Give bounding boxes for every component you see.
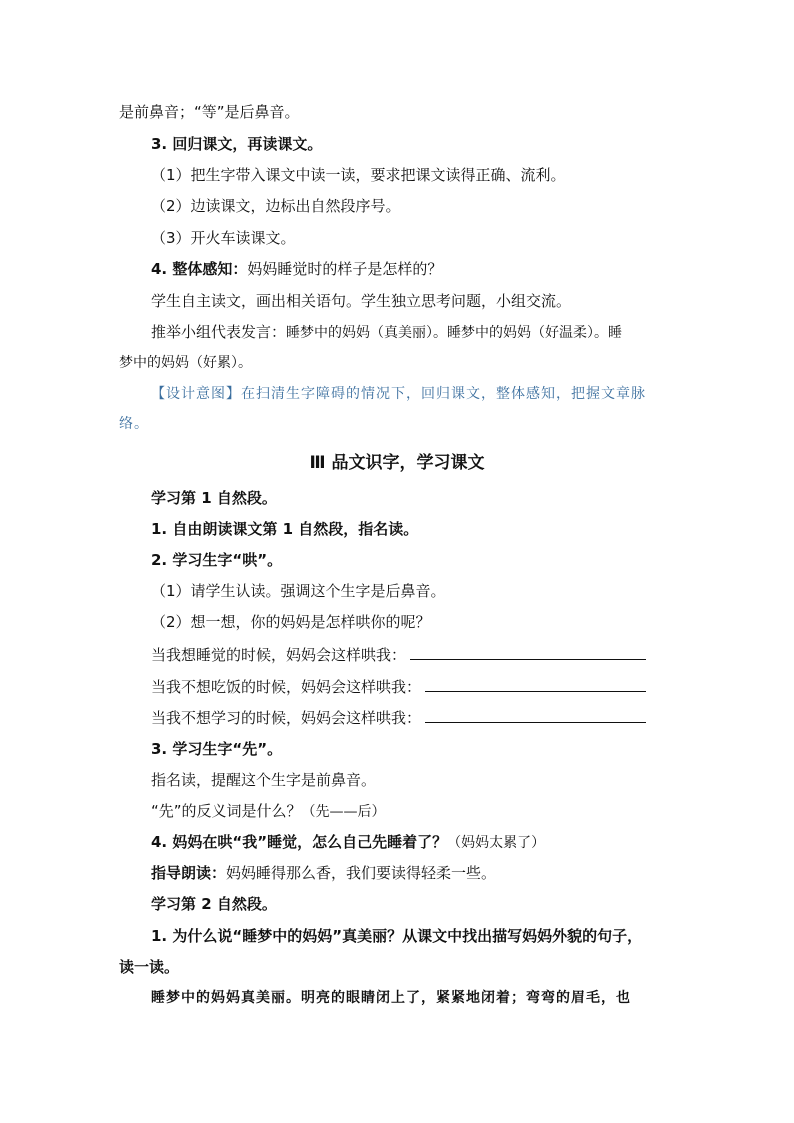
step-3: 3. 学习生字“先”。 bbox=[151, 740, 283, 758]
line-cont: 是前鼻音；“等”是后鼻音。 bbox=[119, 103, 300, 121]
fill-blank-3[interactable] bbox=[425, 707, 646, 723]
fill-blank-1[interactable] bbox=[410, 644, 646, 660]
quote-line: 睡梦中的妈妈真美丽。明亮的眼睛闭上了，紧紧地闭着；弯弯的眉毛，也 bbox=[151, 990, 631, 1006]
step-2-item-2: （2）想一想，你的妈妈是怎样哄你的呢？ bbox=[151, 613, 431, 631]
step3-item-2: （2）边读课文，边标出自然段序号。 bbox=[151, 197, 401, 215]
fill-line-2 bbox=[151, 676, 646, 697]
step3-title: 3. 回归课文，再读课文。 bbox=[151, 135, 323, 153]
fill-prompt-3: 当我不想学习的时候，妈妈会这样哄我： bbox=[151, 709, 422, 727]
fill-prompt-2: 当我不想吃饭的时候，妈妈会这样哄我： bbox=[151, 678, 422, 696]
guide-label: 指导朗读： bbox=[151, 864, 227, 882]
design-intent-line-2: 络。 bbox=[119, 416, 149, 432]
step4-paragraph-2 bbox=[151, 322, 622, 343]
section-heading: Ⅲ 品文识字，学习课文 bbox=[309, 453, 485, 473]
step4-question: 妈妈睡觉时的样子是怎样的？ bbox=[247, 260, 443, 278]
antonym-answer: （先——后） bbox=[301, 804, 386, 820]
step-2-item-1: （1）请学生认读。强调这个生字是后鼻音。 bbox=[151, 582, 446, 600]
step4-p2-lead: 推举小组代表发言： bbox=[151, 323, 287, 341]
fill-line-3 bbox=[151, 707, 646, 728]
step-4 bbox=[151, 832, 545, 853]
step4-line bbox=[151, 259, 442, 279]
guide-reading bbox=[151, 863, 496, 883]
step4-title: 4. 整体感知： bbox=[151, 260, 248, 278]
fill-blank-2[interactable] bbox=[425, 676, 646, 692]
step4-paragraph-1: 学生自主读文，画出相关语句。学生独立思考问题，小组交流。 bbox=[151, 292, 572, 310]
question-1-line-1: 1. 为什么说“睡梦中的妈妈”真美丽？从课文中找出描写妈妈外貌的句子， bbox=[151, 927, 643, 945]
question-1-line-2: 读一读。 bbox=[119, 958, 180, 976]
antonym-question: “先”的反义词是什么？ bbox=[151, 802, 302, 820]
design-intent-line-1: 【设计意图】在扫清生字障碍的情况下，回归课文，整体感知，把握文章脉 bbox=[151, 386, 646, 402]
fill-line-1 bbox=[151, 644, 646, 665]
step3-item-1: （1）把生字带入课文中读一读，要求把课文读得正确、流利。 bbox=[151, 166, 566, 184]
step4-p2-answers: 睡梦中的妈妈（真美丽）。睡梦中的妈妈（好温柔）。睡 bbox=[286, 325, 623, 341]
para2-title: 学习第 2 自然段。 bbox=[151, 895, 277, 913]
step-1: 1. 自由朗读课文第 1 自然段，指名读。 bbox=[151, 520, 419, 538]
para1-title: 学习第 1 自然段。 bbox=[151, 489, 277, 507]
step-3-question bbox=[151, 801, 386, 822]
step-4-question: 4. 妈妈在哄“我”睡觉，怎么自己先睡着了？ bbox=[151, 833, 448, 851]
step3-item-3: （3）开火车读课文。 bbox=[151, 229, 296, 247]
step4-paragraph-2-cont: 梦中的妈妈（好累）。 bbox=[119, 355, 252, 371]
step-4-answer: （妈妈太累了） bbox=[447, 835, 546, 851]
guide-text: 妈妈睡得那么香，我们要读得轻柔一些。 bbox=[226, 864, 497, 882]
step-2: 2. 学习生字“哄”。 bbox=[151, 551, 283, 569]
step-3-paragraph: 指名读，提醒这个生字是前鼻音。 bbox=[151, 771, 377, 789]
fill-prompt-1: 当我想睡觉的时候，妈妈会这样哄我： bbox=[151, 646, 407, 664]
